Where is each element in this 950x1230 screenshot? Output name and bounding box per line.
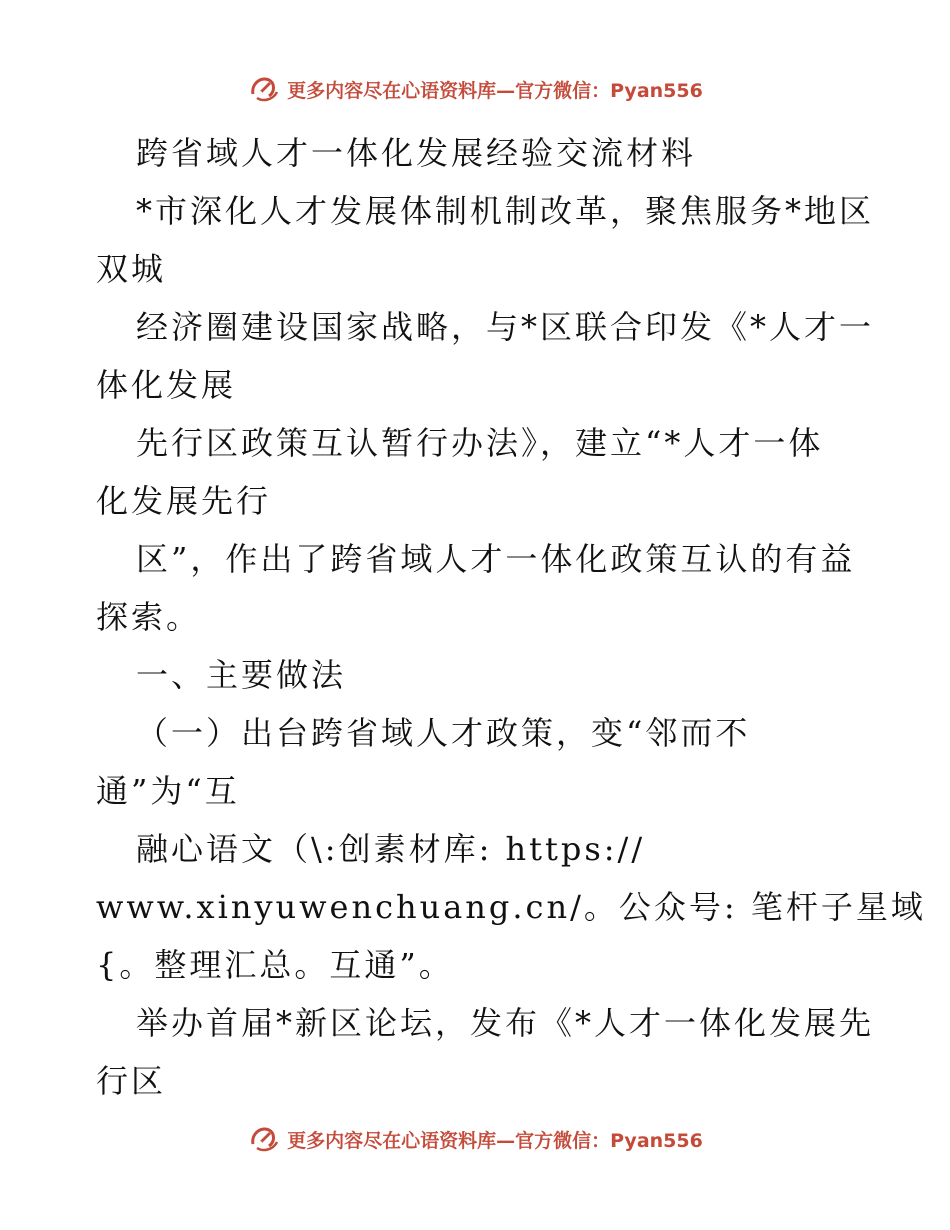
- document-title: 跨省域人才一体化发展经验交流材料: [136, 134, 697, 172]
- paragraph-line: 先行区政策互认暂行办法》，建立“*人才一体: [136, 424, 824, 462]
- watermark-header: [0, 72, 950, 106]
- section-heading: 一、主要做法: [136, 656, 347, 694]
- paragraph-line-url: www.xinyuwenchuang.cn/。公众号: 笔杆子星域: [96, 888, 926, 926]
- pen-nib-swirl-icon: [247, 72, 281, 106]
- paragraph-line: *市深化人才发展体制机制改革，聚焦服务*地区: [136, 192, 875, 230]
- document-body: [96, 124, 926, 1110]
- paragraph-line: 探索。: [96, 598, 202, 636]
- pen-nib-swirl-icon: [247, 1122, 281, 1156]
- paragraph-line: 经济圈建设国家战略，与*区联合印发《*人才一: [136, 308, 875, 346]
- paragraph-line: 行区: [96, 1062, 167, 1100]
- subsection-heading-cont: 通”为“互: [96, 772, 240, 810]
- paragraph-line: 融心语文（\:创素材库: https://: [136, 830, 646, 868]
- watermark-text: 更多内容尽在心语资料库—官方微信：Pyan556: [287, 1129, 703, 1152]
- watermark-footer: [0, 1122, 950, 1156]
- subsection-heading: （一）出台跨省域人才政策，变“邻而不: [136, 714, 751, 752]
- paragraph-line: 双城: [96, 250, 167, 288]
- paragraph-line: 化发展先行: [96, 482, 272, 520]
- paragraph-line: 区”，作出了跨省域人才一体化政策互认的有益: [136, 540, 856, 578]
- paragraph-line: 体化发展: [96, 366, 237, 404]
- paragraph-line: {。整理汇总。互通”。: [96, 946, 454, 984]
- paragraph-line: 举办首届*新区论坛，发布《*人才一体化发展先: [136, 1004, 875, 1042]
- watermark-text: 更多内容尽在心语资料库—官方微信：Pyan556: [287, 79, 703, 102]
